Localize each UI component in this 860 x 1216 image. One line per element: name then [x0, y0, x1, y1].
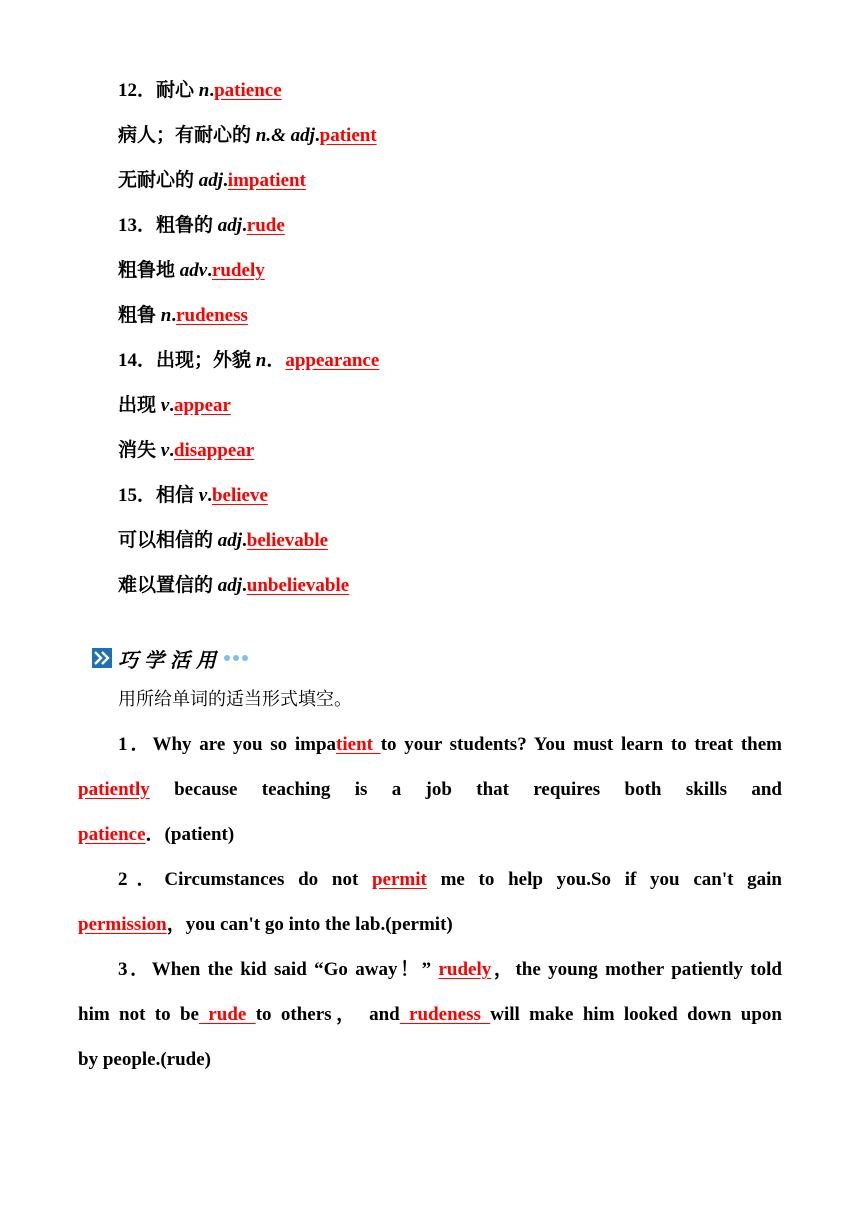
vocab-label: 可以相信的 — [118, 530, 218, 551]
vocab-item — [118, 304, 248, 328]
answer-word: patience — [214, 80, 282, 101]
vocab-label: 消失 — [118, 440, 161, 461]
answer-word: patient — [319, 125, 377, 146]
dots-decoration — [224, 655, 248, 661]
part-of-speech: adj — [198, 170, 224, 191]
section-header — [92, 645, 248, 671]
separator: . — [169, 395, 174, 416]
exercise-line: permission，you can't go into the lab.(permit) — [78, 914, 453, 935]
separator: . — [171, 305, 177, 326]
instruction: 用所给单词的适当形式填空。 — [118, 689, 352, 710]
answer-word: rudeness — [176, 305, 248, 326]
answer-word: believe — [211, 485, 268, 506]
vocab-item — [118, 349, 379, 373]
separator: . — [169, 440, 174, 461]
part-of-speech: v — [160, 440, 170, 461]
answer-word: rudely — [211, 260, 265, 281]
separator: . — [242, 215, 247, 236]
exercise-1 — [78, 722, 782, 857]
part-of-speech: n — [160, 305, 172, 326]
separator: . — [314, 125, 320, 146]
vocab-label: 病人；有耐心的 — [118, 125, 256, 146]
answer-blank: rudeness — [399, 1004, 491, 1025]
part-of-speech: v — [160, 395, 170, 416]
vocab-label: 14．出现；外貌 — [118, 350, 256, 371]
answer-word: disappear — [173, 440, 255, 461]
separator: . — [223, 170, 228, 191]
vocab-label: 12．耐心 — [118, 80, 199, 101]
section-title: 巧学活用 — [118, 647, 222, 672]
answer-word: rude — [246, 215, 285, 236]
vocab-item — [118, 169, 306, 193]
exercise-line: patience．(patient) — [78, 824, 235, 845]
vocab-label: 粗鲁 — [118, 305, 161, 326]
exercise-line: 1．Why are you so impatient to your students? You must learn to treat them — [118, 734, 782, 755]
exercise-line: patiently because teaching is a job that requires both skills and — [78, 779, 782, 800]
separator: . — [207, 260, 212, 281]
exercise-line: 2．Circumstances do not permit me to help you.So if you can't gain — [118, 869, 782, 890]
vocab-item — [118, 529, 328, 553]
exercise-2 — [78, 857, 782, 947]
separator: ． — [266, 350, 286, 371]
answer-blank: patience — [78, 824, 146, 845]
answer-word: appear — [173, 395, 231, 416]
answer-blank: permit — [371, 869, 427, 890]
part-of-speech: adv — [179, 260, 208, 281]
part-of-speech: v — [198, 485, 208, 506]
separator: . — [242, 575, 247, 596]
vocab-label: 无耐心的 — [118, 170, 199, 191]
vocab-item — [118, 259, 265, 283]
answer-word: appearance — [285, 350, 380, 371]
vocab-item — [118, 214, 285, 238]
vocab-item — [118, 79, 282, 103]
double-chevron-icon — [92, 648, 112, 668]
vocab-item — [118, 484, 268, 508]
part-of-speech: adj — [217, 530, 243, 551]
exercise-3 — [78, 947, 782, 1082]
answer-word: unbelievable — [246, 575, 350, 596]
answer-blank: rudely — [438, 959, 492, 980]
part-of-speech: adj — [217, 215, 243, 236]
separator: . — [207, 485, 212, 506]
part-of-speech: n — [198, 80, 210, 101]
part-of-speech: n — [255, 350, 267, 371]
vocab-label: 15．相信 — [118, 485, 199, 506]
answer-word: impatient — [227, 170, 306, 191]
part-of-speech: n.& adj — [255, 125, 315, 146]
vocab-item — [118, 394, 231, 418]
vocab-item — [118, 574, 349, 598]
vocab-label: 13．粗鲁的 — [118, 215, 218, 236]
vocab-label: 粗鲁地 — [118, 260, 180, 281]
answer-word: believable — [246, 530, 329, 551]
answer-blank: patiently — [78, 779, 150, 800]
vocab-label: 出现 — [118, 395, 161, 416]
exercise-line: by people.(rude) — [78, 1049, 211, 1070]
vocab-label: 难以置信的 — [118, 575, 218, 596]
vocab-item — [118, 439, 254, 463]
separator: . — [242, 530, 247, 551]
answer-blank: rude — [198, 1004, 256, 1025]
vocab-item — [118, 124, 377, 148]
exercise-line: 3．When the kid said “Go away！” rudely，the young mother patiently told — [118, 959, 782, 980]
exercise-line: him not to be rude to others， and rudeness will make him looked down upon — [78, 1004, 782, 1025]
answer-blank: tient — [336, 734, 381, 755]
answer-blank: permission — [78, 914, 167, 935]
part-of-speech: adj — [217, 575, 243, 596]
separator: . — [209, 80, 215, 101]
